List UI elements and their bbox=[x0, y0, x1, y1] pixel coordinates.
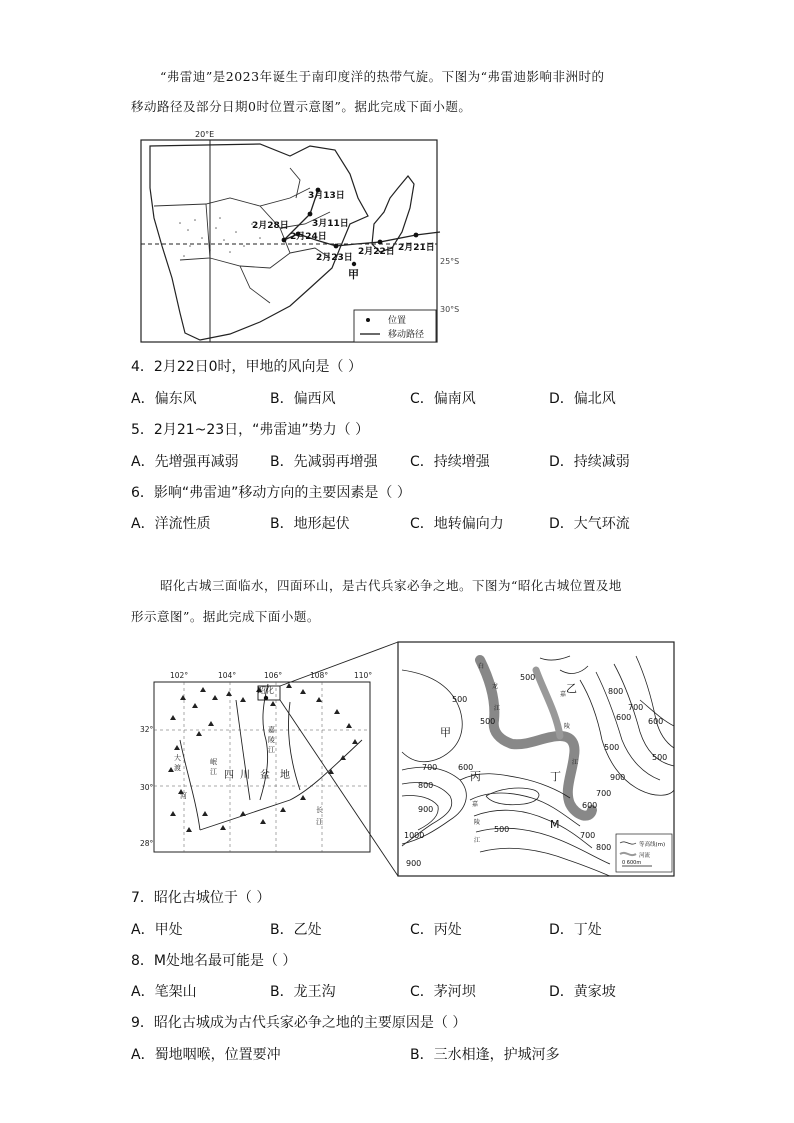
svg-text:600: 600 bbox=[648, 717, 664, 726]
svg-text:江: 江 bbox=[572, 759, 579, 766]
q7-option-a[interactable]: A．甲处 bbox=[131, 922, 183, 938]
svg-text:900: 900 bbox=[610, 773, 626, 782]
svg-text:500: 500 bbox=[452, 695, 468, 704]
svg-text:500: 500 bbox=[480, 717, 496, 726]
svg-text:104°: 104° bbox=[218, 671, 237, 680]
svg-text:102°: 102° bbox=[170, 671, 189, 680]
svg-text:108°: 108° bbox=[310, 671, 329, 680]
svg-text:等高线(m): 等高线(m) bbox=[639, 842, 666, 848]
q7-option-c[interactable]: C．丙处 bbox=[410, 922, 462, 938]
svg-text:长: 长 bbox=[316, 806, 323, 814]
svg-text:900: 900 bbox=[418, 805, 434, 814]
q4-option-d[interactable]: D．偏北风 bbox=[549, 391, 616, 407]
svg-text:600: 600 bbox=[458, 763, 474, 772]
q4-option-a[interactable]: A．偏东风 bbox=[131, 391, 197, 407]
date-mar11: 3月11日 bbox=[312, 219, 349, 229]
svg-text:M: M bbox=[550, 818, 560, 831]
svg-text:岷: 岷 bbox=[210, 758, 217, 766]
q9-option-a[interactable]: A．蜀地咽喉，位置要冲 bbox=[131, 1047, 281, 1063]
legend-position: 位置 bbox=[388, 316, 407, 326]
svg-text:30°: 30° bbox=[140, 783, 154, 792]
svg-text:龙: 龙 bbox=[492, 683, 499, 690]
q6-stem: 6．影响“弗雷迪”移动方向的主要因素是（ ） bbox=[131, 485, 411, 501]
svg-text:800: 800 bbox=[418, 781, 434, 790]
svg-text:丁: 丁 bbox=[550, 770, 561, 783]
q4-option-c[interactable]: C．偏南风 bbox=[410, 391, 476, 407]
q5-stem: 5．2月21~23日，“弗雷迪”势力（ ） bbox=[131, 422, 370, 438]
q8-option-b[interactable]: B．龙王沟 bbox=[270, 984, 336, 1000]
svg-text:河流: 河流 bbox=[639, 853, 651, 859]
svg-text:江: 江 bbox=[494, 705, 501, 712]
svg-text:江: 江 bbox=[210, 768, 217, 776]
q7-stem: 7．昭化古城位于（ ） bbox=[131, 890, 271, 906]
svg-text:28°: 28° bbox=[140, 839, 154, 848]
q6-option-a[interactable]: A．洋流性质 bbox=[131, 516, 211, 532]
svg-text:600: 600 bbox=[582, 801, 598, 810]
svg-text:0 600m: 0 600m bbox=[622, 860, 642, 866]
svg-text:嘉: 嘉 bbox=[268, 726, 275, 734]
date-feb22: 2月22日 bbox=[358, 247, 395, 257]
svg-text:江: 江 bbox=[268, 746, 275, 754]
svg-text:1000: 1000 bbox=[404, 831, 425, 840]
q6-option-c[interactable]: C．地转偏向力 bbox=[410, 516, 504, 532]
svg-text:700: 700 bbox=[596, 789, 612, 798]
svg-text:河: 河 bbox=[180, 792, 187, 800]
lat-label-30s: 30°S bbox=[440, 305, 460, 314]
q7-option-d[interactable]: D．丁处 bbox=[549, 922, 602, 938]
intro1-line2: 移动路径及部分日期0时位置示意图”。据此完成下面小题。 bbox=[131, 99, 472, 114]
q9-stem: 9．昭化古城成为古代兵家必争之地的主要原因是（ ） bbox=[131, 1015, 467, 1031]
svg-text:500: 500 bbox=[520, 673, 536, 682]
q6-option-b[interactable]: B．地形起伏 bbox=[270, 516, 350, 532]
date-feb24: 2月24日 bbox=[290, 232, 327, 242]
intro2-line1: 昭化古城三面临水，四面环山，是古代兵家必争之地。下图为“昭化古城位置及地 bbox=[160, 578, 622, 593]
svg-text:嘉: 嘉 bbox=[560, 691, 567, 698]
svg-text:丙: 丙 bbox=[470, 770, 481, 783]
q8-stem: 8．M处地名最可能是（ ） bbox=[131, 953, 297, 969]
africa-land bbox=[150, 144, 368, 340]
zhaohua-map bbox=[140, 640, 680, 878]
svg-text:800: 800 bbox=[608, 687, 624, 696]
svg-text:白: 白 bbox=[478, 663, 485, 670]
city-label: 昭化 bbox=[258, 686, 274, 695]
q9-option-b[interactable]: B．三水相逢，护城河多 bbox=[410, 1047, 560, 1063]
svg-text:110°: 110° bbox=[354, 671, 373, 680]
svg-text:大: 大 bbox=[174, 754, 181, 762]
zhaohua-marker bbox=[264, 696, 268, 700]
intro1-line1: “弗雷迪”是2023年诞生于南印度洋的热带气旋。下图为“弗雷迪影响非洲时的 bbox=[160, 69, 605, 84]
place-jia: 甲 bbox=[348, 268, 359, 281]
q8-option-c[interactable]: C．茅河坝 bbox=[410, 984, 476, 1000]
svg-text:800: 800 bbox=[596, 843, 612, 852]
svg-text:700: 700 bbox=[580, 831, 596, 840]
svg-text:四: 四 bbox=[224, 770, 234, 781]
svg-text:陵: 陵 bbox=[474, 819, 481, 826]
cyclone-track-map bbox=[140, 128, 480, 346]
svg-text:600: 600 bbox=[616, 713, 632, 722]
intro2-line2: 形示意图”。据此完成下面小题。 bbox=[131, 609, 320, 624]
svg-text:700: 700 bbox=[422, 763, 438, 772]
svg-text:乙: 乙 bbox=[566, 682, 577, 695]
q7-option-b[interactable]: B．乙处 bbox=[270, 922, 322, 938]
svg-text:江: 江 bbox=[474, 837, 481, 844]
place-jia-marker bbox=[352, 262, 356, 266]
svg-text:500: 500 bbox=[652, 753, 668, 762]
date-feb23: 2月23日 bbox=[316, 253, 353, 263]
svg-text:地: 地 bbox=[280, 770, 290, 781]
svg-text:500: 500 bbox=[604, 743, 620, 752]
date-feb28: 2月28日 bbox=[252, 221, 289, 231]
date-mar13: 3月13日 bbox=[308, 191, 345, 201]
svg-text:陵: 陵 bbox=[564, 723, 571, 730]
q5-option-b[interactable]: B．先减弱再增强 bbox=[270, 454, 378, 470]
svg-text:嘉: 嘉 bbox=[472, 801, 479, 808]
svg-text:盆: 盆 bbox=[260, 770, 270, 781]
svg-text:川: 川 bbox=[240, 770, 250, 781]
lon-label: 20°E bbox=[195, 130, 215, 139]
svg-text:江: 江 bbox=[316, 818, 323, 826]
svg-text:甲: 甲 bbox=[440, 726, 451, 739]
lat-label-25s: 25°S bbox=[440, 257, 460, 266]
q5-option-a[interactable]: A．先增强再减弱 bbox=[131, 454, 239, 470]
svg-text:渡: 渡 bbox=[174, 764, 181, 772]
svg-text:陵: 陵 bbox=[268, 736, 275, 744]
svg-text:500: 500 bbox=[494, 825, 510, 834]
svg-text:32°: 32° bbox=[140, 725, 154, 734]
q8-option-d[interactable]: D．黄家坡 bbox=[549, 984, 616, 1000]
q4-option-b[interactable]: B．偏西风 bbox=[270, 391, 336, 407]
svg-text:700: 700 bbox=[628, 703, 644, 712]
svg-text:900: 900 bbox=[406, 859, 422, 868]
q6-option-d[interactable]: D．大气环流 bbox=[549, 516, 630, 532]
svg-text:106°: 106° bbox=[264, 671, 283, 680]
date-feb21: 2月21日 bbox=[398, 243, 435, 253]
q4-stem: 4．2月22日0时，甲地的风向是（ ） bbox=[131, 359, 362, 375]
q8-option-a[interactable]: A．笔架山 bbox=[131, 984, 197, 1000]
q5-option-c[interactable]: C．持续增强 bbox=[410, 454, 490, 470]
legend-path: 移动路径 bbox=[388, 330, 425, 340]
q5-option-d[interactable]: D．持续减弱 bbox=[549, 454, 630, 470]
